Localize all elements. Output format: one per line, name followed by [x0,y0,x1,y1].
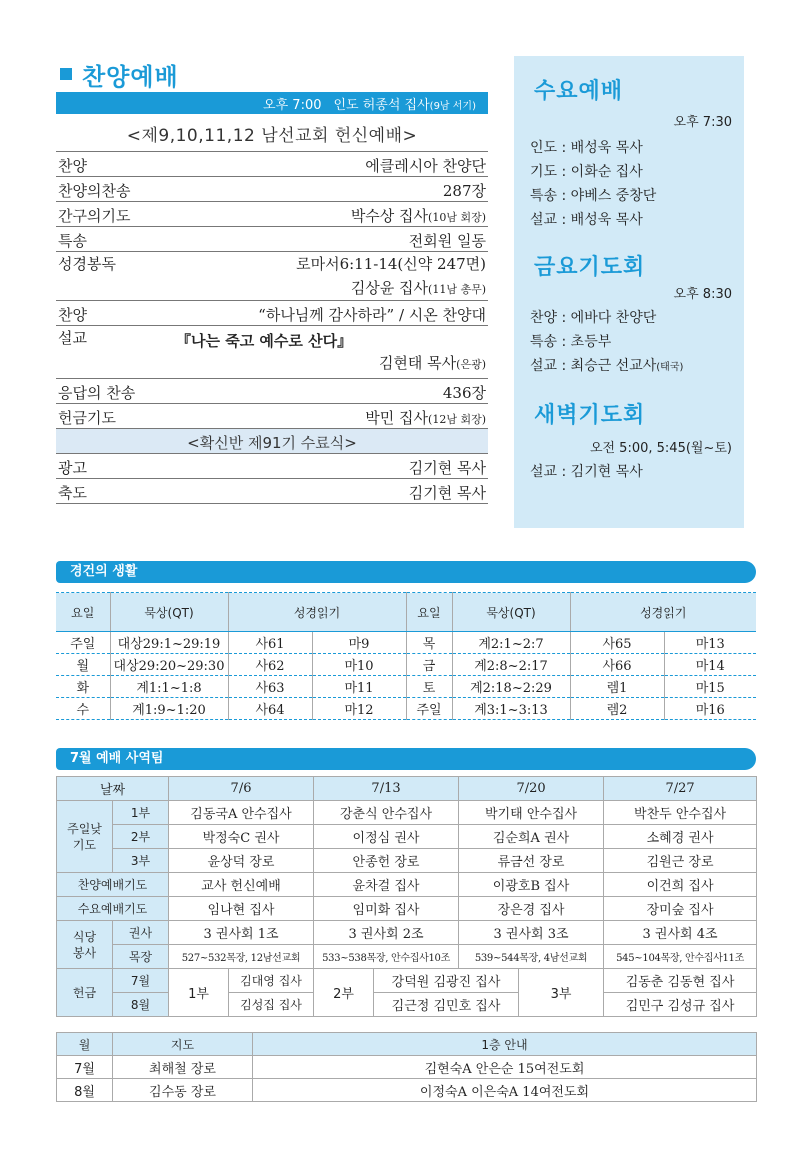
table-row: 주일낮 기도 1부 김동국A 안수집사 강춘식 안수집사 박기태 안수집사 박찬두 안수집사 [57,801,757,825]
dawn-time: 오전 5:00, 5:45(월~토) [589,441,732,456]
friday-line: 특송 : 초등부 [530,334,612,350]
table-row: 화 계1:1~1:8 사63 마11 토 계2:18~2:29 렘1 마15 [56,676,756,698]
order-row: 응답의 찬송 436장 [56,379,488,404]
table-row: 찬양예배기도 교사 헌신예배 윤차걸 집사 이광호B 집사 이건희 집사 [57,873,757,897]
table-row: 수 계1:9~1:20 사64 마12 주일 계3:1~3:13 렘2 마16 [56,698,756,720]
praise-service-section [56,60,488,504]
devotion-table [56,592,756,720]
friday-title: 금요기도회 [534,255,646,280]
praise-time: 오후 7:00 [263,97,322,113]
praise-leader: 인도 허종석 집사(9남 서기) [333,97,476,113]
table-row: 8월 김성집 집사 김근정 김민호 집사 김민구 김성규 집사 [57,993,757,1017]
leaders-table [56,1032,757,1102]
wednesday-time: 오후 7:30 [673,115,732,130]
table-row: 월 대상29:20~29:30 사62 마10 금 계2:8~2:17 사66 마14 [56,654,756,676]
table-row: 헌금 7월 1부 김대영 집사 2부 강덕원 김광진 집사 3부 김동춘 김동현 집사 [57,969,757,993]
table-row: 8월 김수동 장로 이정숙A 이은숙A 14여전도회 [57,1079,757,1102]
wednesday-line: 기도 : 이화순 집사 [530,164,643,180]
praise-service-heading [56,60,488,91]
duty-section-title: 7월 예배 사역팀 [56,748,756,770]
table-row: 식당 봉사 권사 3 권사회 1조 3 권사회 2조 3 권사회 3조 3 권사회 4조 [57,921,757,945]
wednesday-line: 특송 : 야베스 중창단 [530,188,657,204]
table-row: 2부 박정숙C 권사 이정심 권사 김순희A 권사 소혜경 권사 [57,825,757,849]
devotion-section-title: 경건의 생활 [56,561,756,583]
wednesday-title: 수요예배 [534,79,624,104]
order-row: 간구의기도 박수상 집사(10남 회장) [56,202,488,227]
leaders-header-row: 월 지도 1층 안내 [57,1033,757,1056]
praise-service-subtitle: <제9,10,11,12 남선교회 헌신예배> [126,126,418,146]
devotion-header-row: 요일 묵상(QT) 성경읽기 요일 묵상(QT) 성경읽기 [56,593,756,632]
order-row: 축도 김기현 목사 [56,479,488,504]
order-row: 헌금기도 박민 집사(12남 회장) [56,404,488,429]
wednesday-line: 인도 : 배성욱 목사 [530,140,643,156]
graduation-band: <확신반 제91기 수료식> [56,429,488,454]
praise-service-title: 찬양예배 [82,62,179,91]
table-row: 7월 최해철 장로 김현숙A 안은순 15여전도회 [57,1056,757,1079]
sermon-row: 설교 『나는 죽고 예수로 산다』 김현태 목사(은광) [56,326,488,379]
order-row: 특송 전회원 일동 [56,227,488,252]
order-row: 성경봉독 로마서6:11-14(신약 247면) 김상윤 집사(11남 총무) [56,252,488,301]
table-row: 3부 윤상덕 장로 안종헌 장로 류금선 장로 김원근 장로 [57,849,757,873]
praise-service-info-bar [56,92,488,114]
dawn-title: 새벽기도회 [534,403,646,428]
friday-time: 오후 8:30 [673,287,732,302]
other-services-panel [514,56,744,528]
table-row: 수요예배기도 임나현 집사 임미화 집사 장은경 집사 장미숲 집사 [57,897,757,921]
table-row: 목장 527~532목장, 12남선교회 533~538목장, 안수집사10조 539~544목장, 4남선교회 545~104목장, 안수집사11조 [57,945,757,969]
duty-header-row: 날짜 7/6 7/13 7/20 7/27 [57,777,757,801]
order-row: 광고 김기현 목사 [56,454,488,479]
order-row: 찬양 에클레시아 찬양단 [56,151,488,177]
square-bullet-icon [60,68,72,80]
order-row: 찬양의찬송 287장 [56,177,488,202]
sermon-title: 『나는 죽고 예수로 산다』 [176,332,353,350]
wednesday-line: 설교 : 배성욱 목사 [530,212,643,228]
table-row: 주일 대상29:1~29:19 사61 마9 목 계2:1~2:7 사65 마13 [56,632,756,654]
preacher: 김현태 목사(은광) [378,354,486,372]
order-row: 찬양 “하나님께 감사하라” / 시온 찬양대 [56,301,488,326]
friday-line: 찬양 : 에바다 찬양단 [530,310,657,326]
friday-line: 설교 : 최승근 선교사(태국) [530,358,684,374]
duty-table [56,776,757,1017]
dawn-line: 설교 : 김기현 목사 [530,464,643,480]
